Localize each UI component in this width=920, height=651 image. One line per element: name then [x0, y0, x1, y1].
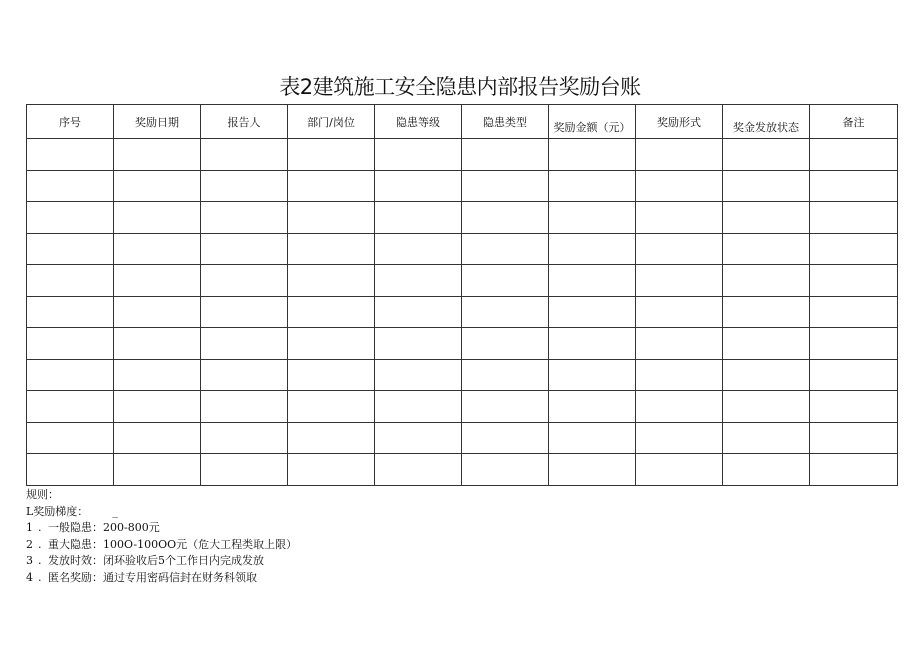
table-cell: [636, 454, 723, 486]
table-row: [27, 422, 898, 454]
table-cell: [549, 265, 636, 297]
table-cell: [375, 454, 462, 486]
table-cell: [201, 328, 288, 360]
table-cell: [462, 391, 549, 423]
table-body: [27, 139, 898, 486]
table-cell: [636, 265, 723, 297]
table-cell: [27, 422, 114, 454]
table-cell: [723, 391, 810, 423]
rule-item: [26, 537, 297, 554]
table-cell: [549, 328, 636, 360]
table-cell: [201, 233, 288, 265]
rule-text: 重大隐患：100O-100OO元（危大工程类取上限）: [48, 537, 298, 551]
table-cell: [201, 296, 288, 328]
rule-dot: .: [38, 554, 42, 567]
table-cell: [462, 233, 549, 265]
rule-item: [26, 553, 297, 570]
table-cell: [375, 296, 462, 328]
table-cell: [375, 233, 462, 265]
table-cell: [810, 454, 898, 486]
table-cell: [810, 359, 898, 391]
reward-ledger-table: [26, 104, 898, 486]
table-cell: [636, 233, 723, 265]
table-cell: [201, 359, 288, 391]
table-cell: [114, 359, 201, 391]
header-reward-date: 奖励日期: [114, 105, 201, 139]
rules-section: [26, 487, 297, 586]
rule-item: [26, 520, 297, 537]
table-cell: [549, 139, 636, 171]
table-cell: [288, 296, 375, 328]
table-cell: [375, 422, 462, 454]
table-cell: [549, 233, 636, 265]
rule-number: 1: [26, 521, 33, 534]
table-cell: [723, 454, 810, 486]
header-serial-number: 序号: [27, 105, 114, 139]
table-cell: [723, 422, 810, 454]
rules-heading: 规则：: [26, 488, 59, 501]
table-cell: [636, 202, 723, 234]
header-department-position: 部门/岗位: [288, 105, 375, 139]
rule-number: 4: [26, 570, 33, 584]
table-row: [27, 265, 898, 297]
table-cell: [288, 328, 375, 360]
table-cell: [723, 359, 810, 391]
table-row: [27, 328, 898, 360]
table-cell: [462, 422, 549, 454]
table-cell: [201, 139, 288, 171]
rule-number: 3: [26, 554, 33, 567]
table-cell: [201, 422, 288, 454]
rules-subheading-text: L奖励梯度：: [26, 504, 89, 518]
table-cell: [27, 454, 114, 486]
rule-dot: .: [38, 537, 42, 551]
table-cell: [549, 391, 636, 423]
table-cell: [462, 202, 549, 234]
rule-text: 匿名奖励：通过专用密码信封在财务科领取: [48, 570, 257, 584]
table-cell: [27, 202, 114, 234]
table-cell: [201, 265, 288, 297]
table-cell: [723, 233, 810, 265]
table-cell: [27, 170, 114, 202]
table-cell: [288, 265, 375, 297]
table-cell: [375, 328, 462, 360]
table-cell: [723, 170, 810, 202]
table-cell: [288, 139, 375, 171]
table-cell: [810, 296, 898, 328]
header-reward-amount: 奖励金额（元）: [549, 105, 636, 139]
table-cell: [114, 328, 201, 360]
table-cell: [810, 265, 898, 297]
table-cell: [462, 328, 549, 360]
table-cell: [810, 328, 898, 360]
table-cell: [288, 422, 375, 454]
table-row: [27, 170, 898, 202]
table-cell: [636, 296, 723, 328]
table-cell: [549, 202, 636, 234]
table-cell: [114, 265, 201, 297]
rule-dot: .: [38, 521, 42, 534]
rule-number: 2: [26, 537, 33, 551]
table-cell: [27, 296, 114, 328]
table-cell: [288, 170, 375, 202]
header-remarks: 备注: [810, 105, 898, 139]
table-cell: [810, 202, 898, 234]
table-cell: [723, 139, 810, 171]
table-cell: [114, 391, 201, 423]
rule-dot: .: [38, 570, 42, 584]
table-cell: [375, 391, 462, 423]
rules-subheading-mark: _: [112, 504, 118, 518]
table-cell: [375, 202, 462, 234]
table-cell: [636, 422, 723, 454]
table-cell: [27, 139, 114, 171]
header-hazard-level: 隐患等级: [375, 105, 462, 139]
document-title: 表2建筑施工安全隐患内部报告奖励台账: [279, 75, 641, 99]
table-cell: [114, 202, 201, 234]
table-cell: [549, 296, 636, 328]
table-cell: [288, 391, 375, 423]
table-cell: [636, 328, 723, 360]
table-cell: [27, 328, 114, 360]
table-cell: [288, 233, 375, 265]
table-row: [27, 359, 898, 391]
table-row: [27, 202, 898, 234]
table-cell: [27, 359, 114, 391]
table-cell: [114, 296, 201, 328]
table-cell: [723, 265, 810, 297]
table-cell: [27, 391, 114, 423]
table-cell: [462, 170, 549, 202]
table-cell: [201, 170, 288, 202]
table-cell: [462, 265, 549, 297]
table-header-row: [27, 105, 898, 139]
table-cell: [810, 233, 898, 265]
header-hazard-type: 隐患类型: [462, 105, 549, 139]
table-cell: [114, 139, 201, 171]
table-cell: [375, 265, 462, 297]
table-cell: [288, 359, 375, 391]
table-cell: [462, 359, 549, 391]
table-cell: [810, 391, 898, 423]
table-row: [27, 296, 898, 328]
table-cell: [636, 139, 723, 171]
table-cell: [375, 139, 462, 171]
table-row: [27, 454, 898, 486]
table-cell: [810, 139, 898, 171]
table-cell: [201, 454, 288, 486]
rule-item: [26, 570, 297, 587]
table-row: [27, 139, 898, 171]
table-cell: [114, 233, 201, 265]
table-cell: [810, 422, 898, 454]
table-cell: [375, 170, 462, 202]
header-reward-form: 奖励形式: [636, 105, 723, 139]
table-row: [27, 391, 898, 423]
table-cell: [114, 454, 201, 486]
table-cell: [114, 170, 201, 202]
header-payment-status: 奖金发放状态: [723, 105, 810, 139]
table-cell: [114, 422, 201, 454]
table-cell: [636, 359, 723, 391]
rule-text: 一般隐患：200-800元: [48, 521, 160, 534]
table-cell: [549, 359, 636, 391]
table-cell: [549, 454, 636, 486]
table-cell: [549, 170, 636, 202]
table-cell: [723, 328, 810, 360]
table-cell: [636, 170, 723, 202]
table-cell: [288, 454, 375, 486]
table-cell: [27, 233, 114, 265]
table-cell: [462, 139, 549, 171]
table-cell: [27, 265, 114, 297]
table-cell: [462, 454, 549, 486]
table-cell: [201, 202, 288, 234]
table-cell: [810, 170, 898, 202]
table-cell: [462, 296, 549, 328]
table-cell: [723, 296, 810, 328]
table-cell: [375, 359, 462, 391]
rules-subheading: [26, 504, 297, 521]
table-cell: [636, 391, 723, 423]
table-cell: [723, 202, 810, 234]
table-row: [27, 233, 898, 265]
table-cell: [201, 391, 288, 423]
table-cell: [288, 202, 375, 234]
table-cell: [549, 422, 636, 454]
rule-text: 发放时效：闭环验收后5个工作日内完成发放: [48, 554, 264, 567]
header-reporter: 报告人: [201, 105, 288, 139]
